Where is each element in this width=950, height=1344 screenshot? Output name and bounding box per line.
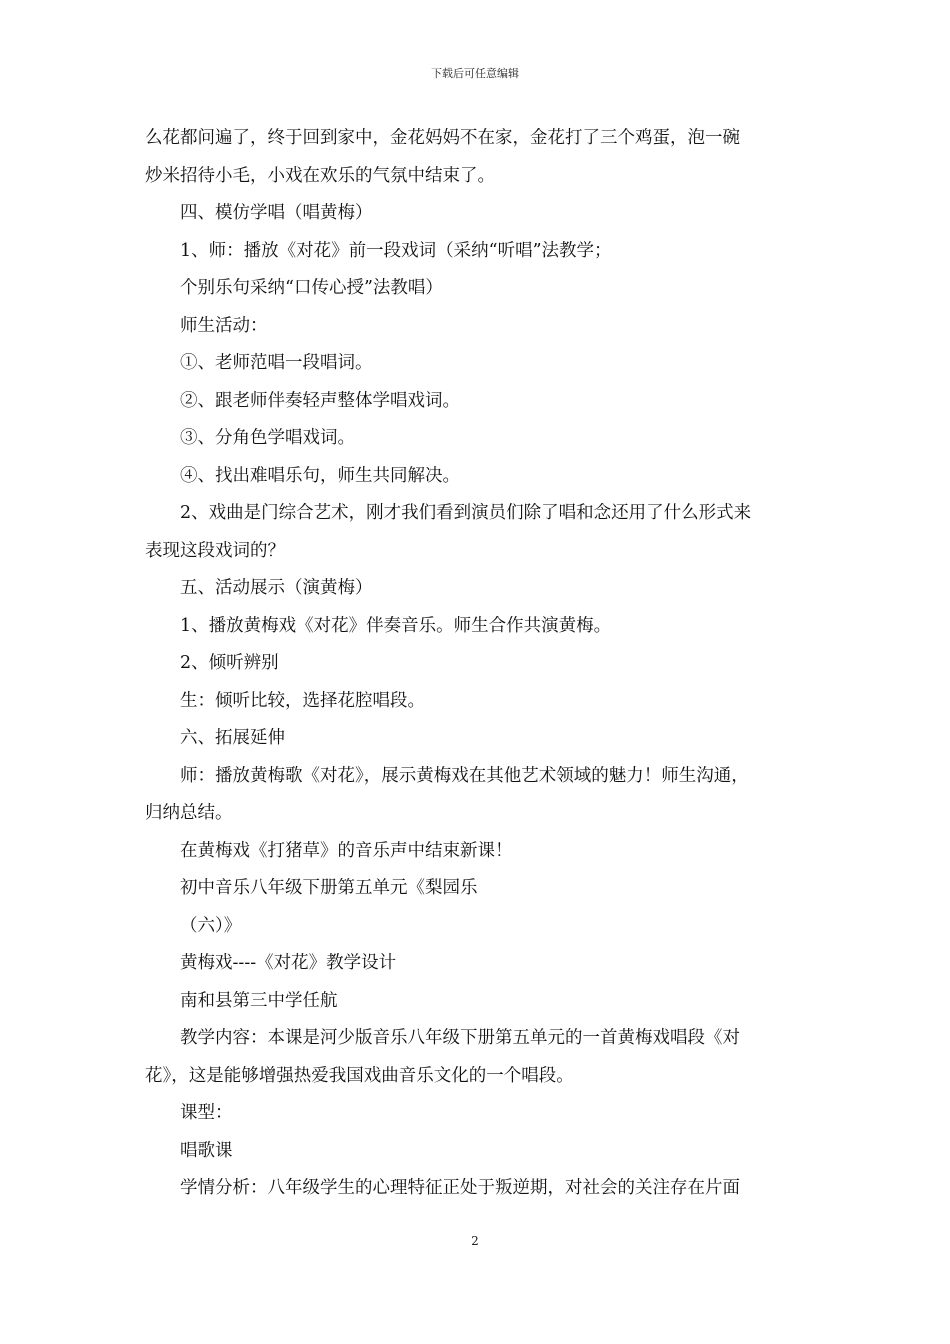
section-heading-5: 五、活动展示（演黄梅） <box>180 578 373 598</box>
paragraph-line: 表现这段戏词的？ <box>145 540 285 561</box>
lesson-subtitle: 黄梅戏----《对花》教学设计 <box>180 953 397 973</box>
page-header-note: 下载后可任意编辑 <box>431 67 519 80</box>
paragraph-line: 么花都问遍了，终于回到家中，金花妈妈不在家，金花打了三个鸡蛋，泡一碗 <box>145 128 740 148</box>
paragraph-line: 生：倾听比较，选择花腔唱段。 <box>180 690 425 711</box>
paragraph-line: 花》，这是能够增强热爱我国戏曲音乐文化的一个唱段。 <box>145 1065 574 1086</box>
paragraph-line: 学情分析：八年级学生的心理特征正处于叛逆期，对社会的关注存在片面 <box>180 1178 740 1198</box>
paragraph-line: 1、播放黄梅戏《对花》伴奏音乐。师生合作共演黄梅。 <box>180 615 612 636</box>
paragraph-line: 个别乐句采纳“口传心授”法教唱） <box>180 278 443 298</box>
paragraph-line: 唱歌课 <box>180 1140 233 1161</box>
page-number: 2 <box>471 1234 479 1248</box>
list-item: ①、老师范唱一段唱词。 <box>180 353 373 373</box>
section-heading-4: 四、模仿学唱（唱黄梅） <box>180 203 373 223</box>
paragraph-line: 教学内容：本课是河少版音乐八年级下册第五单元的一首黄梅戏唱段《对 <box>180 1028 740 1048</box>
lesson-title-line: （六）》 <box>180 915 242 936</box>
paragraph-line: 炒米招待小毛，小戏在欢乐的气氛中结束了。 <box>145 165 495 186</box>
paragraph-line: 1、师：播放《对花》前一段戏词（采纳“听唱”法教学； <box>180 240 612 261</box>
document-body <box>145 120 815 1208</box>
section-heading-6: 六、拓展延伸 <box>180 728 285 748</box>
paragraph-line: 课型： <box>180 1103 233 1123</box>
paragraph-line: 2、戏曲是门综合艺术，刚才我们看到演员们除了唱和念还用了什么形式来 <box>180 503 752 523</box>
author-line: 南和县第三中学任航 <box>180 990 338 1011</box>
list-item: ②、跟老师伴奏轻声整体学唱戏词。 <box>180 390 460 411</box>
paragraph-line: 在黄梅戏《打猪草》的音乐声中结束新课！ <box>180 840 513 861</box>
paragraph-line: 2、倾听辨别 <box>180 653 279 673</box>
list-item: ④、找出难唱乐句，师生共同解决。 <box>180 465 460 486</box>
paragraph-line: 师生活动： <box>180 315 268 336</box>
paragraph-line: 归纳总结。 <box>145 803 233 823</box>
paragraph-line: 师：播放黄梅歌《对花》，展示黄梅戏在其他艺术领域的魅力！师生沟通， <box>180 765 749 786</box>
list-item: ③、分角色学唱戏词。 <box>180 428 355 448</box>
lesson-title-line: 初中音乐八年级下册第五单元《梨园乐 <box>180 878 478 898</box>
